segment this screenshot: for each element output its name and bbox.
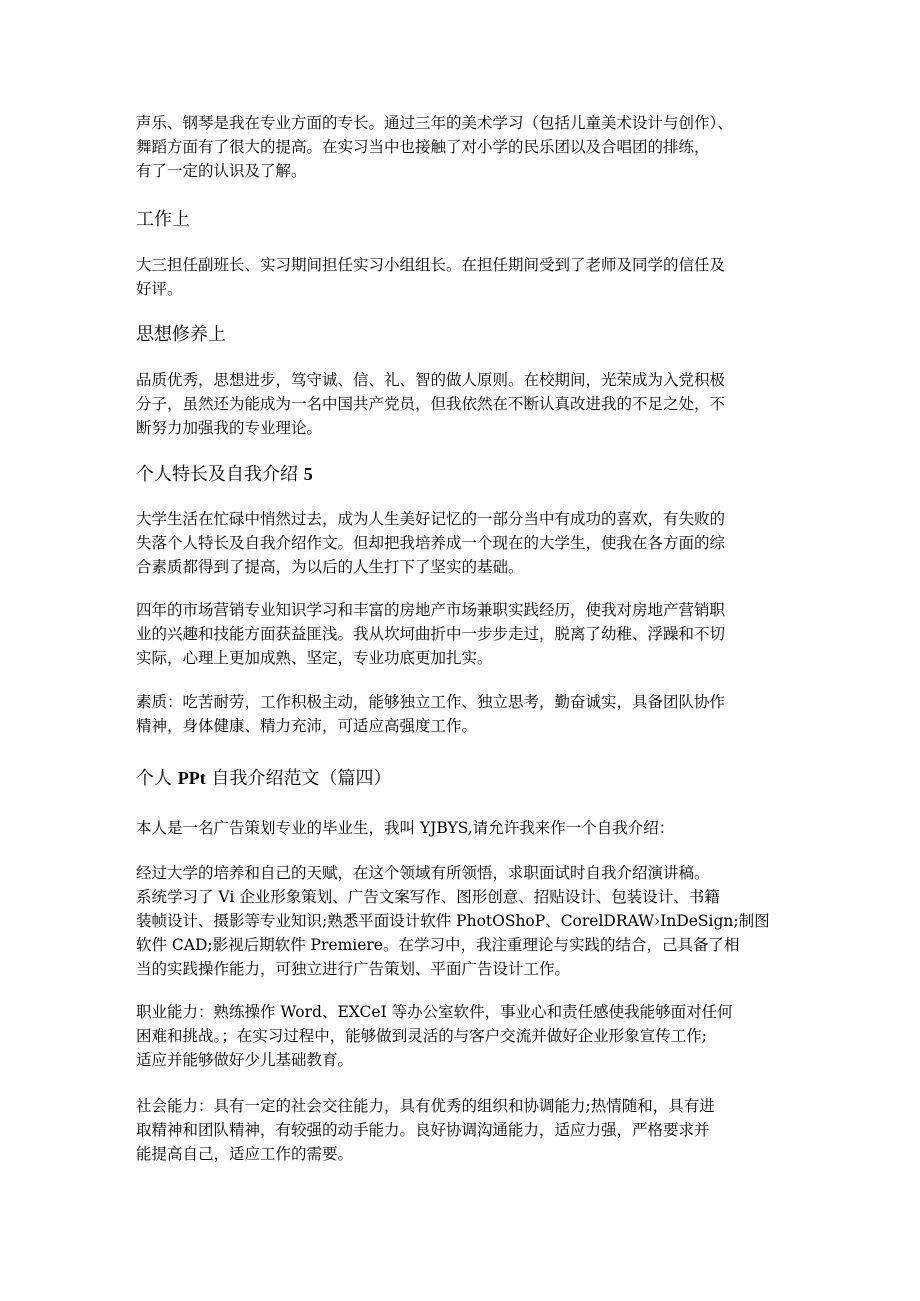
heading-section-four <box>136 765 391 792</box>
text-line: 分子，虽然还为能成为一名中国共产党员，但我依然在不断认真改进我的不足之处，不 <box>136 395 726 413</box>
text-line: 能提高自己，适应工作的需要。 <box>136 1145 354 1163</box>
intro-paragraph <box>136 111 796 183</box>
text-line: 系统学习了 Vi 企业形象策划、广告文案写作、图形创意、招贴设计、包装设计、书籍 <box>136 888 720 906</box>
text-line: 好评。 <box>136 280 183 298</box>
section-four-paragraph-3 <box>136 1000 796 1072</box>
heading-post: 自我介绍范文（篇四） <box>211 768 392 789</box>
heading-text: 个人特长及自我介绍 <box>136 464 298 485</box>
text-line: 有了一定的认识及了解。 <box>136 162 307 180</box>
text-line: 声乐、钢琴是我在专业方面的专长。通过三年的美术学习（包括儿童美术设计与创作）、 <box>136 114 733 132</box>
text-line: 精神，身体健康、精力充沛，可适应高强度工作。 <box>136 717 478 735</box>
heading-section-five <box>136 461 313 488</box>
text-line: 失落个人特长及自我介绍作文。但却把我培养成一个现在的大学生，使我在各方面的综 <box>136 534 726 552</box>
work-paragraph <box>136 253 796 301</box>
text-line: 困难和挑战。；在实习过程中，能够做到灵活的与客户交流并做好企业形象宣传工作; <box>136 1027 707 1045</box>
heading-work: 工作上 <box>136 209 190 230</box>
heading-pre: 个人 <box>136 768 172 789</box>
text-line: 四年的市场营销专业知识学习和丰富的房地产市场兼职实践经历，使我对房地产营销职 <box>136 601 726 619</box>
section-five-paragraph-3 <box>136 690 796 738</box>
text-line: 舞蹈方面有了很大的提高。在实习当中也接触了对小学的民乐团以及合唱团的排练， <box>136 138 710 156</box>
text-line: 断努力加强我的专业理论。 <box>136 419 323 437</box>
text-line: 本人是一名广告策划专业的毕业生，我叫 YJBYS,请允许我来作一个自我介绍： <box>136 819 675 837</box>
text-line: 合素质都得到了提高，为以后的人生打下了坚实的基础。 <box>136 558 524 576</box>
section-four-paragraph-2 <box>136 861 796 981</box>
text-line: 大三担任副班长、实习期间担任实习小组组长。在担任期间受到了老师及同学的信任及 <box>136 256 726 274</box>
text-line: 品质优秀，思想进步，笃守诚、信、礼、智的做人原则。在校期间，光荣成为入党积极 <box>136 371 726 389</box>
morality-paragraph <box>136 368 796 440</box>
section-four-paragraph-4 <box>136 1094 796 1166</box>
text-line: 实际，心理上更加成熟、坚定，专业功底更加扎实。 <box>136 649 493 667</box>
section-five-paragraph-2 <box>136 598 796 670</box>
text-line: 当的实践操作能力，可独立进行广告策划、平面广告设计工作。 <box>136 960 571 978</box>
text-line: 社会能力：具有一定的社会交往能力，具有优秀的组织和协调能力;热情随和，具有进 <box>136 1097 715 1115</box>
text-line: 素质：吃苦耐劳，工作积极主动，能够独立工作、独立思考，勤奋诚实，具备团队协作 <box>136 693 726 711</box>
text-line: 大学生活在忙碌中悄然过去，成为人生美好记忆的一部分当中有成功的喜欢，有失败的 <box>136 510 726 528</box>
text-line: 装帧设计、摄影等专业知识;熟悉平面设计软件 PhotOShoP、CorelDRAW›InDeSign;制图 <box>136 912 770 930</box>
text-line: 取精神和团队精神，有较强的动手能力。良好协调沟通能力，适应力强，严格要求并 <box>136 1121 710 1139</box>
text-line: 职业能力：熟练操作 Word、EXCeI 等办公室软件，事业心和责任感使我能够面对任何 <box>136 1003 733 1021</box>
section-four-paragraph-1 <box>136 816 796 840</box>
text-line: 软件 CAD;影视后期软件 Premiere。在学习中，我注重理论与实践的结合，己具备了相 <box>136 936 740 954</box>
text-line: 业的兴趣和技能方面获益匪浅。我从坎坷曲折中一步步走过，脱离了幼稚、浮躁和不切 <box>136 625 726 643</box>
text-line: 适应并能够做好少儿基础教育。 <box>136 1051 354 1069</box>
heading-ppt: PPt <box>177 768 206 788</box>
heading-morality: 思想修养上 <box>136 324 226 345</box>
text-line: 经过大学的培养和自己的天赋，在这个领域有所领悟，求职面试时自我介绍演讲稿。 <box>136 864 710 882</box>
section-five-paragraph-1 <box>136 507 796 579</box>
heading-number: 5 <box>303 464 313 484</box>
